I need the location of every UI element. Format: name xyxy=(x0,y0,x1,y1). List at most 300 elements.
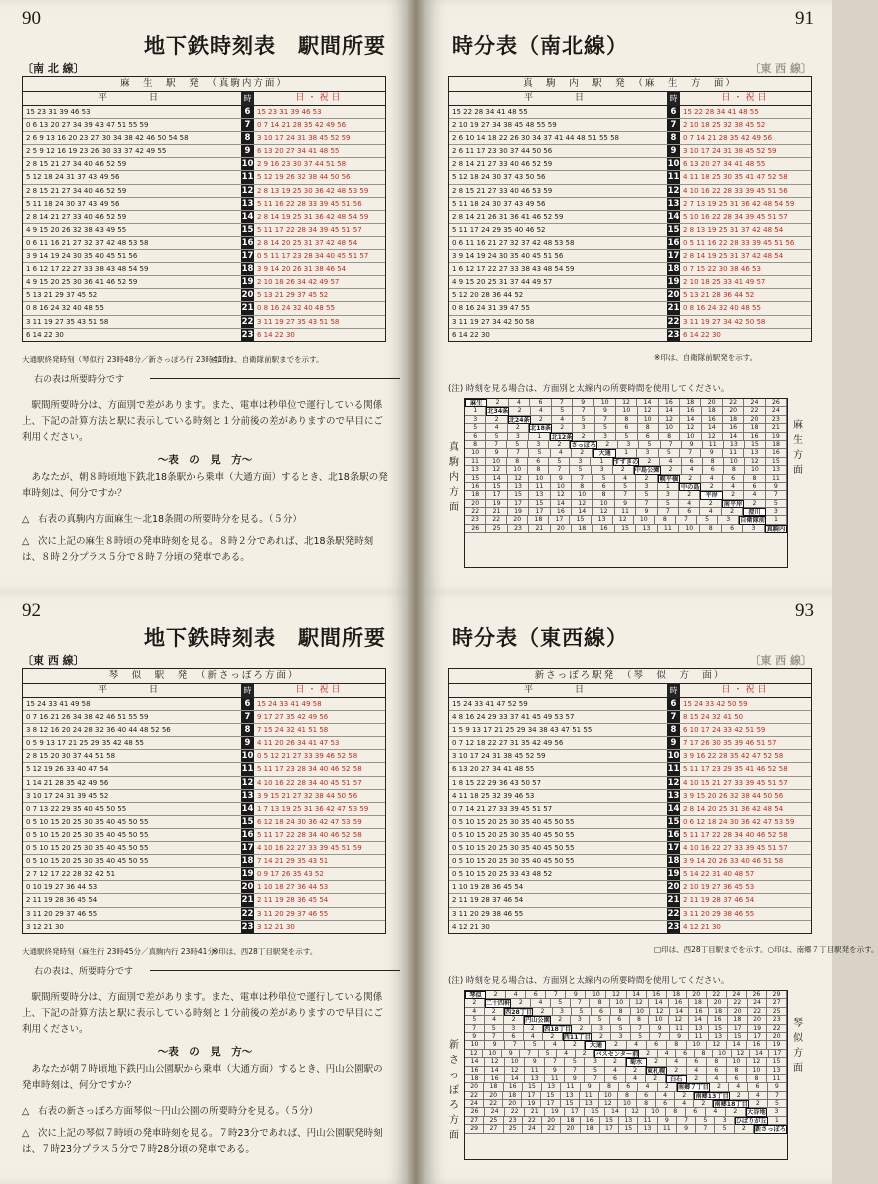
weekday-times: 2 11 19 28 36 45 54 xyxy=(26,896,98,905)
station-name: 南平岸 xyxy=(723,500,743,508)
matrix-cell: 21 xyxy=(525,1108,545,1116)
matrix-cell: 7 xyxy=(571,999,591,1007)
hour-cell: 11 xyxy=(667,764,680,775)
station-name: 北18条 xyxy=(530,425,552,433)
matrix-cell: 1 xyxy=(658,483,679,491)
matrix-cell: 14 xyxy=(670,1008,690,1016)
hour-label: 時 xyxy=(241,684,254,697)
matrix-cell: 9 xyxy=(485,1041,505,1049)
holiday-times: 5 13 21 29 37 45 52 xyxy=(257,291,329,300)
matrix-cell: 15 xyxy=(508,491,529,499)
matrix-cell: 6 xyxy=(744,483,765,491)
matrix-row xyxy=(465,1083,787,1091)
step-1 xyxy=(22,512,388,528)
matrix-cell: 7 xyxy=(595,416,616,424)
matrix-cell: 2 xyxy=(565,1041,585,1049)
matrix-cell: 13 xyxy=(709,1033,729,1041)
weekday-times: 5 12 18 24 31 37 43 49 56 xyxy=(26,173,120,182)
hour-label: 時 xyxy=(667,92,680,105)
weekday-times: 0 5 10 15 20 25 30 35 40 45 50 55 xyxy=(26,817,149,826)
hour-cell: 23 xyxy=(241,921,254,932)
hour-cell: 15 xyxy=(667,816,680,827)
matrix-cell: 9 xyxy=(486,449,507,457)
matrix-cell: 14 xyxy=(605,1108,625,1116)
matrix-cell: 20 xyxy=(484,1092,503,1100)
matrix-cell: 2 xyxy=(636,475,657,483)
timetable-subheader xyxy=(449,684,811,698)
matrix-cell: 12 xyxy=(486,466,507,474)
matrix-cell: 13 xyxy=(636,525,657,533)
matrix-cell: 2 xyxy=(723,491,744,499)
matrix-cell: 13 xyxy=(561,1092,580,1100)
matrix-row xyxy=(465,424,787,432)
matrix-cell: 9 xyxy=(677,1125,696,1133)
hour-cell: 8 xyxy=(241,132,254,144)
timetable-row xyxy=(449,855,811,868)
timetable-row xyxy=(449,106,811,119)
matrix-cell: 4 xyxy=(506,991,526,999)
holiday-times: 0 8 16 24 32 40 48 55 xyxy=(683,304,761,313)
hour-cell: 20 xyxy=(667,882,680,893)
matrix-cell: 14 xyxy=(680,416,701,424)
matrix-cell: 5 xyxy=(552,407,573,415)
hour-cell: 14 xyxy=(667,803,680,814)
holiday-times: 2 11 19 28 36 45 54 xyxy=(257,896,329,905)
weekday-times: 2 8 15 21 27 34 40 46 52 59 xyxy=(26,186,127,195)
matrix-cell: 5 xyxy=(465,424,486,432)
holiday-times: 5 11 17 23 28 34 40 46 52 58 xyxy=(257,765,362,774)
weekday-times: 2 10 19 27 34 38 45 48 55 59 xyxy=(452,121,557,130)
matrix-cell: 12 xyxy=(572,500,593,508)
timetable-row xyxy=(449,329,811,341)
matrix-cell: 2 xyxy=(744,500,765,508)
matrix-cell: 19 xyxy=(748,1025,768,1033)
weekday-times: 1 6 12 17 22 27 33 38 43 48 54 59 xyxy=(452,265,575,274)
matrix-cell: 9 xyxy=(551,475,572,483)
matrix-cell: 16 xyxy=(593,525,614,533)
matrix-cell: 21 xyxy=(486,508,507,516)
matrix-cell: 10 xyxy=(679,525,700,533)
matrix-cell: 6 xyxy=(619,1083,638,1091)
matrix-cell: 22 xyxy=(767,1025,787,1033)
weekday-times: 2 6 10 14 18 22 26 30 34 37 41 44 48 51 55 58 xyxy=(452,134,619,143)
matrix-cell: 25 xyxy=(484,1117,503,1125)
matrix-cell: 2 xyxy=(646,1075,666,1083)
matrix-cell: 7 xyxy=(486,441,507,449)
matrix-cell: 5 xyxy=(697,516,718,524)
matrix-cell: 23 xyxy=(766,416,787,424)
matrix-cell: 7 xyxy=(465,1025,485,1033)
matrix-cell: 2 xyxy=(486,416,507,424)
matrix-cell: 12 xyxy=(616,399,637,407)
matrix-cell: 13 xyxy=(744,449,765,457)
matrix-cell: 12 xyxy=(732,1050,750,1058)
matrix-cell: 14 xyxy=(689,1016,709,1024)
matrix-cell: 5 xyxy=(565,1058,585,1066)
matrix-cell: 3 xyxy=(618,441,639,449)
last-train-note: 大通駅終発時刻（琴似行 23時48分／新さっぽろ行 23時41分） xyxy=(22,355,238,364)
matrix-cell: 4 xyxy=(656,1092,675,1100)
matrix-row xyxy=(465,433,787,441)
hour-cell: 10 xyxy=(667,159,680,170)
station-name: 澄川 xyxy=(743,508,765,516)
holiday-times: 0 7 14 21 28 35 42 49 56 xyxy=(683,134,773,143)
matrix-cell: 18 xyxy=(465,1075,485,1083)
timetable xyxy=(22,76,386,342)
timetable-row xyxy=(23,106,385,119)
matrix-row xyxy=(465,500,787,508)
matrix-cell: 6 xyxy=(530,399,551,407)
matrix-cell: 4 xyxy=(729,1083,748,1091)
matrix-cell: 8 xyxy=(593,491,614,499)
timetable-heading: 琴 似 駅 発 （新さっぽろ方面） xyxy=(23,669,385,684)
step-2-text: 次に上記の琴似７時頃の発車時刻を見る。７時23分であれば、円山公園駅発時刻は、７時23分プラス５分で７時28分頃の発車である。 xyxy=(22,1128,383,1155)
matrix-cell: 6 xyxy=(610,1016,630,1024)
matrix-cell: 13 xyxy=(465,466,486,474)
matrix-row xyxy=(465,516,787,524)
triangle-icon: △ xyxy=(22,1106,30,1117)
matrix-cell: 15 xyxy=(619,1125,638,1133)
hour-cell: 13 xyxy=(241,790,254,801)
matrix-cell: 1 xyxy=(768,1117,787,1125)
direction-label-left: 真駒内方面 xyxy=(449,442,459,513)
body-text: 駅間所要時分は、方面別で差があります。また、電車は秒単位で運行している関係上、下記の計算方法と駅に表示している時刻と１分前後の差がありますので早目にご利用ください。 xyxy=(22,400,384,443)
matrix-cell: 5 xyxy=(485,1025,505,1033)
weekday-times: 2 6 9 13 16 20 23 27 30 34 38 42 46 50 54 58 xyxy=(26,134,189,143)
hour-cell: 9 xyxy=(667,145,680,157)
body-text: 駅間所要時分は、方面別で差があります。また、電車は秒単位で運行している関係上、下記の計算方法と駅に表示している時刻と１分前後の差がありますので早目にご利用ください。 xyxy=(22,992,384,1035)
holiday-times: 2 10 19 27 36 45 53 xyxy=(683,883,755,892)
timetable-row xyxy=(449,750,811,763)
matrix-cell: 7 xyxy=(572,475,593,483)
matrix-cell: 5 xyxy=(465,1016,485,1024)
matrix-cell: 2 xyxy=(487,399,508,407)
matrix-cell: 16 xyxy=(747,1041,767,1049)
holiday-times: 2 8 13 19 25 31 37 42 48 54 xyxy=(683,225,784,234)
matrix-cell: 4 xyxy=(557,1050,575,1058)
weekday-times: 1 6 12 17 22 27 33 38 43 48 54 59 xyxy=(26,265,149,274)
matrix-cell: 7 xyxy=(677,1117,696,1125)
matrix-cell: 24 xyxy=(485,1108,505,1116)
hour-cell: 21 xyxy=(667,303,680,314)
weekday-times: 15 24 33 41 49 58 xyxy=(26,700,91,708)
station-name: さっぽろ xyxy=(571,441,597,449)
weekday-times: 5 12 19 26 33 40 47 54 xyxy=(26,765,109,774)
hour-cell: 6 xyxy=(241,106,254,118)
matrix-cell: 9 xyxy=(701,449,722,457)
station-name: バスセンター前 xyxy=(595,1050,639,1058)
matrix-cell: 10 xyxy=(687,1041,707,1049)
matrix-cell: 10 xyxy=(745,466,766,474)
matrix-cell: 19 xyxy=(508,508,529,516)
arrow-line xyxy=(150,970,400,971)
spread-south-north xyxy=(0,0,832,592)
timetable-row xyxy=(449,263,811,276)
holiday-times: 5 14 22 31 40 48 57 xyxy=(683,870,755,879)
matrix-cell: 2 xyxy=(576,1050,594,1058)
matrix-cell: 23 xyxy=(508,525,529,533)
holiday-times: 0 7 14 21 28 35 42 49 56 xyxy=(257,121,347,130)
matrix-cell: 13 xyxy=(580,1100,599,1108)
timetable-row xyxy=(23,237,385,250)
matrix-cell: 12 xyxy=(626,1108,646,1116)
matrix-cell: 7 xyxy=(696,1125,715,1133)
matrix-cell: 21 xyxy=(529,525,550,533)
matrix-cell: 4 xyxy=(638,1083,657,1091)
matrix-row xyxy=(465,1125,787,1133)
matrix-cell: 1 xyxy=(766,516,787,524)
matrix-cell: 12 xyxy=(606,991,626,999)
weekday-label: 平 日 xyxy=(97,685,166,695)
matrix-cell: 22 xyxy=(723,399,744,407)
matrix-row xyxy=(465,458,787,466)
matrix-cell: 3 xyxy=(595,433,616,441)
weekday-times: 6 14 22 30 xyxy=(26,330,64,339)
weekday-times: 5 13 21 29 37 45 52 xyxy=(26,291,98,300)
matrix-cell: 7 xyxy=(615,491,636,499)
holiday-times: 1 10 18 27 36 44 53 xyxy=(257,883,329,892)
weekday-times: 1 5 9 13 17 21 25 29 34 38 43 47 51 55 xyxy=(452,726,593,735)
hour-cell: 14 xyxy=(241,803,254,814)
matrix-cell: 9 xyxy=(465,1033,485,1041)
weekday-times: 5 12 20 28 36 44 52 xyxy=(452,291,524,300)
hour-cell: 6 xyxy=(667,106,680,118)
matrix-cell: 1 xyxy=(616,449,637,457)
hour-cell: 12 xyxy=(667,777,680,788)
weekday-times: 3 9 14 19 24 30 35 40 45 51 56 xyxy=(452,252,564,261)
timetable-row xyxy=(23,868,385,881)
timetable-row xyxy=(23,211,385,224)
matrix-cell: 20 xyxy=(542,1117,561,1125)
matrix-cell: 2 xyxy=(486,991,506,999)
hour-cell: 13 xyxy=(241,198,254,209)
matrix-cell: 12 xyxy=(630,999,650,1007)
matrix-cell: 3 xyxy=(592,466,613,474)
matrix-cell: 22 xyxy=(542,1125,561,1133)
matrix-cell: 8 xyxy=(703,458,724,466)
matrix-cell: 1 xyxy=(465,407,486,415)
matrix-cell: 24 xyxy=(727,991,747,999)
holiday-times: 0 5 11 16 22 28 33 39 45 51 56 xyxy=(683,238,795,247)
matrix-row xyxy=(465,1117,787,1125)
holiday-times: 15 24 33 42 50 59 xyxy=(683,700,748,708)
hour-cell: 23 xyxy=(241,329,254,340)
matrix-cell: 6 xyxy=(592,1008,612,1016)
matrix-cell: 7 xyxy=(676,516,697,524)
matrix-cell: 12 xyxy=(650,1008,670,1016)
matrix-cell: 18 xyxy=(581,1125,600,1133)
matrix-cell: 14 xyxy=(551,500,572,508)
holiday-times: 2 10 18 26 34 42 49 57 xyxy=(257,278,340,287)
matrix-cell: 19 xyxy=(766,433,787,441)
timetable-row xyxy=(23,724,385,737)
matrix-cell: 7 xyxy=(650,1033,670,1041)
page-93 xyxy=(424,592,878,1184)
matrix-cell: 22 xyxy=(465,1092,484,1100)
holiday-times: 3 9 14 20 26 33 40 46 51 58 xyxy=(683,857,784,866)
matrix-cell: 20 xyxy=(503,1100,522,1108)
matrix-cell: 4 xyxy=(509,399,530,407)
matrix-cell: 15 xyxy=(541,1092,560,1100)
howto-body: あなたが朝７時頃地下鉄円山公園駅から乗車（大通方面）するとき、円山公園駅の発車時刻は、何分ですか？ xyxy=(22,1064,383,1091)
matrix-cell: 2 xyxy=(722,508,743,516)
matrix-cell: 5 xyxy=(768,1100,787,1108)
hour-cell: 17 xyxy=(241,843,254,854)
matrix-cell: 23 xyxy=(767,1016,787,1024)
matrix-cell: 11 xyxy=(529,483,550,491)
matrix-cell: 17 xyxy=(541,1100,560,1108)
matrix-cell: 18 xyxy=(561,1117,580,1125)
station-name: 大谷地 xyxy=(747,1109,766,1117)
holiday-times: 8 15 24 32 41 50 xyxy=(683,713,744,722)
matrix-cell: 9 xyxy=(682,441,703,449)
matrix-cell: 16 xyxy=(669,999,689,1007)
holiday-times: 4 12 21 30 xyxy=(683,922,721,931)
matrix-cell: 13 xyxy=(508,483,529,491)
holiday-times: 5 11 17 22 28 34 39 45 51 57 xyxy=(257,225,362,234)
holiday-times: 5 13 21 28 36 44 52 xyxy=(683,291,755,300)
matrix-cell: 11 xyxy=(767,1075,787,1083)
matrix-cell: 16 xyxy=(659,399,680,407)
matrix-cell: 5 xyxy=(631,1033,651,1041)
matrix-cell: 11 xyxy=(658,525,679,533)
matrix-row xyxy=(465,1025,787,1033)
matrix-cell: 15 xyxy=(615,525,636,533)
matrix-cell: 15 xyxy=(561,1100,580,1108)
matrix-cell: 10 xyxy=(610,999,630,1007)
weekday-times: 0 7 16 21 26 34 38 42 46 51 55 59 xyxy=(26,713,149,722)
matrix-row xyxy=(465,475,787,483)
page-92 xyxy=(0,592,408,1184)
matrix-cell: 1 xyxy=(529,433,550,441)
matrix-cell: 3 xyxy=(718,516,739,524)
weekday-times: 1 14 21 28 35 42 49 56 xyxy=(26,778,109,787)
matrix-row xyxy=(465,407,787,415)
timetable-rows xyxy=(23,106,385,341)
matrix-cell: 18 xyxy=(744,424,765,432)
matrix-cell: 2 xyxy=(626,1067,646,1075)
hour-cell: 10 xyxy=(667,751,680,762)
matrix-cell: 14 xyxy=(627,991,647,999)
matrix-cell: 15 xyxy=(709,1025,729,1033)
matrix-cell: 2 xyxy=(726,1108,746,1116)
timetable-row xyxy=(449,145,811,158)
matrix-cell: 6 xyxy=(722,525,743,533)
matrix-cell: 12 xyxy=(669,1016,689,1024)
matrix-cell: 18 xyxy=(728,1016,748,1024)
weekday-times: 4 12 21 30 xyxy=(452,922,490,931)
weekday-times: 0 5 10 15 20 25 30 35 40 45 50 55 xyxy=(26,830,149,839)
matrix-cell: 2 xyxy=(675,1092,694,1100)
matrix-cell: 2 xyxy=(592,1033,612,1041)
matrix-cell: 3 xyxy=(573,424,594,432)
matrix-cell: 25 xyxy=(504,1125,523,1133)
matrix-cell: 6 xyxy=(526,991,546,999)
holiday-times: 2 10 18 25 33 41 49 57 xyxy=(683,278,766,287)
holiday-times: 2 8 14 20 25 31 37 42 48 54 xyxy=(257,238,358,247)
weekday-times: 2 8 15 21 27 34 40 46 52 59 xyxy=(26,160,127,169)
holiday-times: 0 6 12 18 24 30 36 42 47 53 59 xyxy=(683,817,795,826)
matrix-cell: 8 xyxy=(590,999,610,1007)
matrix-cell: 5 xyxy=(766,500,787,508)
matrix-cell: 2 xyxy=(606,1041,626,1049)
matrix-cell: 7 xyxy=(545,1058,565,1066)
matrix-cell: 20 xyxy=(561,1125,580,1133)
matrix-cell: 3 xyxy=(504,1025,524,1033)
timetable-row xyxy=(23,829,385,842)
matrix-cell: 17 xyxy=(549,516,570,524)
weekday-times: 3 11 19 27 35 43 51 58 xyxy=(26,317,109,326)
matrix-cell: 20 xyxy=(767,1033,787,1041)
hour-cell: 11 xyxy=(241,764,254,775)
timetable-row xyxy=(23,263,385,276)
matrix-cell: 18 xyxy=(702,407,723,415)
weekday-times: 0 5 10 15 20 25 33 43 48 52 xyxy=(452,870,553,879)
weekday-times: 3 11 19 27 34 42 50 58 xyxy=(452,317,535,326)
weekday-times: 5 11 18 24 30 37 43 49 56 xyxy=(26,199,120,208)
matrix-cell: 6 xyxy=(504,1033,524,1041)
matrix-cell: 11 xyxy=(561,1083,580,1091)
matrix-row xyxy=(465,508,787,516)
weekday-times: 15 22 28 34 41 48 55 xyxy=(452,108,528,116)
matrix-cell: 21 xyxy=(766,424,787,432)
matrix-cell: 10 xyxy=(586,991,606,999)
timetable-row xyxy=(449,881,811,894)
timetable-row xyxy=(449,790,811,803)
matrix-cell: 2 xyxy=(524,1025,544,1033)
hour-cell: 17 xyxy=(667,251,680,262)
timetable-row xyxy=(449,842,811,855)
weekday-times: 15 24 33 41 47 52 59 xyxy=(452,700,528,708)
timetable-rows xyxy=(23,698,385,933)
matrix-cell: 3 xyxy=(553,1008,573,1016)
weekday-times: 3 8 12 16 20 24 28 32 36 40 44 48 52 56 xyxy=(26,726,171,735)
matrix-cell: 7 xyxy=(505,1041,525,1049)
timetable-row xyxy=(449,777,811,790)
matrix-cell: 3 xyxy=(508,433,529,441)
matrix-cell: 5 xyxy=(525,1041,545,1049)
holiday-label: 日・祝日 xyxy=(721,685,770,695)
holiday-times: 3 11 20 29 38 46 55 xyxy=(683,909,755,918)
matrix-cell: 24 xyxy=(744,399,765,407)
matrix-cell: 5 xyxy=(551,999,571,1007)
matrix-cell: 20 xyxy=(701,399,722,407)
timetable-row xyxy=(23,119,385,132)
matrix-cell: 5 xyxy=(636,491,657,499)
station-name: 西28丁目 xyxy=(505,1008,533,1016)
timetable-row xyxy=(449,171,811,184)
timetable-row xyxy=(23,698,385,711)
matrix-cell: 7 xyxy=(631,1025,651,1033)
matrix-cell: 15 xyxy=(600,1117,619,1125)
matrix-cell: 18 xyxy=(503,1092,522,1100)
matrix-cell: 13 xyxy=(592,516,613,524)
hour-cell: 18 xyxy=(667,856,680,867)
timetable-row xyxy=(449,237,811,250)
matrix-cell: 24 xyxy=(523,1125,542,1133)
matrix-cell: 8 xyxy=(695,1050,713,1058)
station-name: 菊水 xyxy=(626,1058,647,1066)
holiday-times: 3 9 14 20 26 31 38 46 54 xyxy=(257,265,347,274)
timetable-row xyxy=(23,224,385,237)
matrix-cell: 19 xyxy=(767,1041,787,1049)
matrix-cell: 14 xyxy=(702,424,723,432)
matrix-cell: 6 xyxy=(528,458,549,466)
matrix-cell: 5 xyxy=(549,458,570,466)
matrix-cell: 4 xyxy=(667,1058,687,1066)
matrix-cell: 17 xyxy=(529,508,550,516)
matrix-cell: 12 xyxy=(613,516,634,524)
